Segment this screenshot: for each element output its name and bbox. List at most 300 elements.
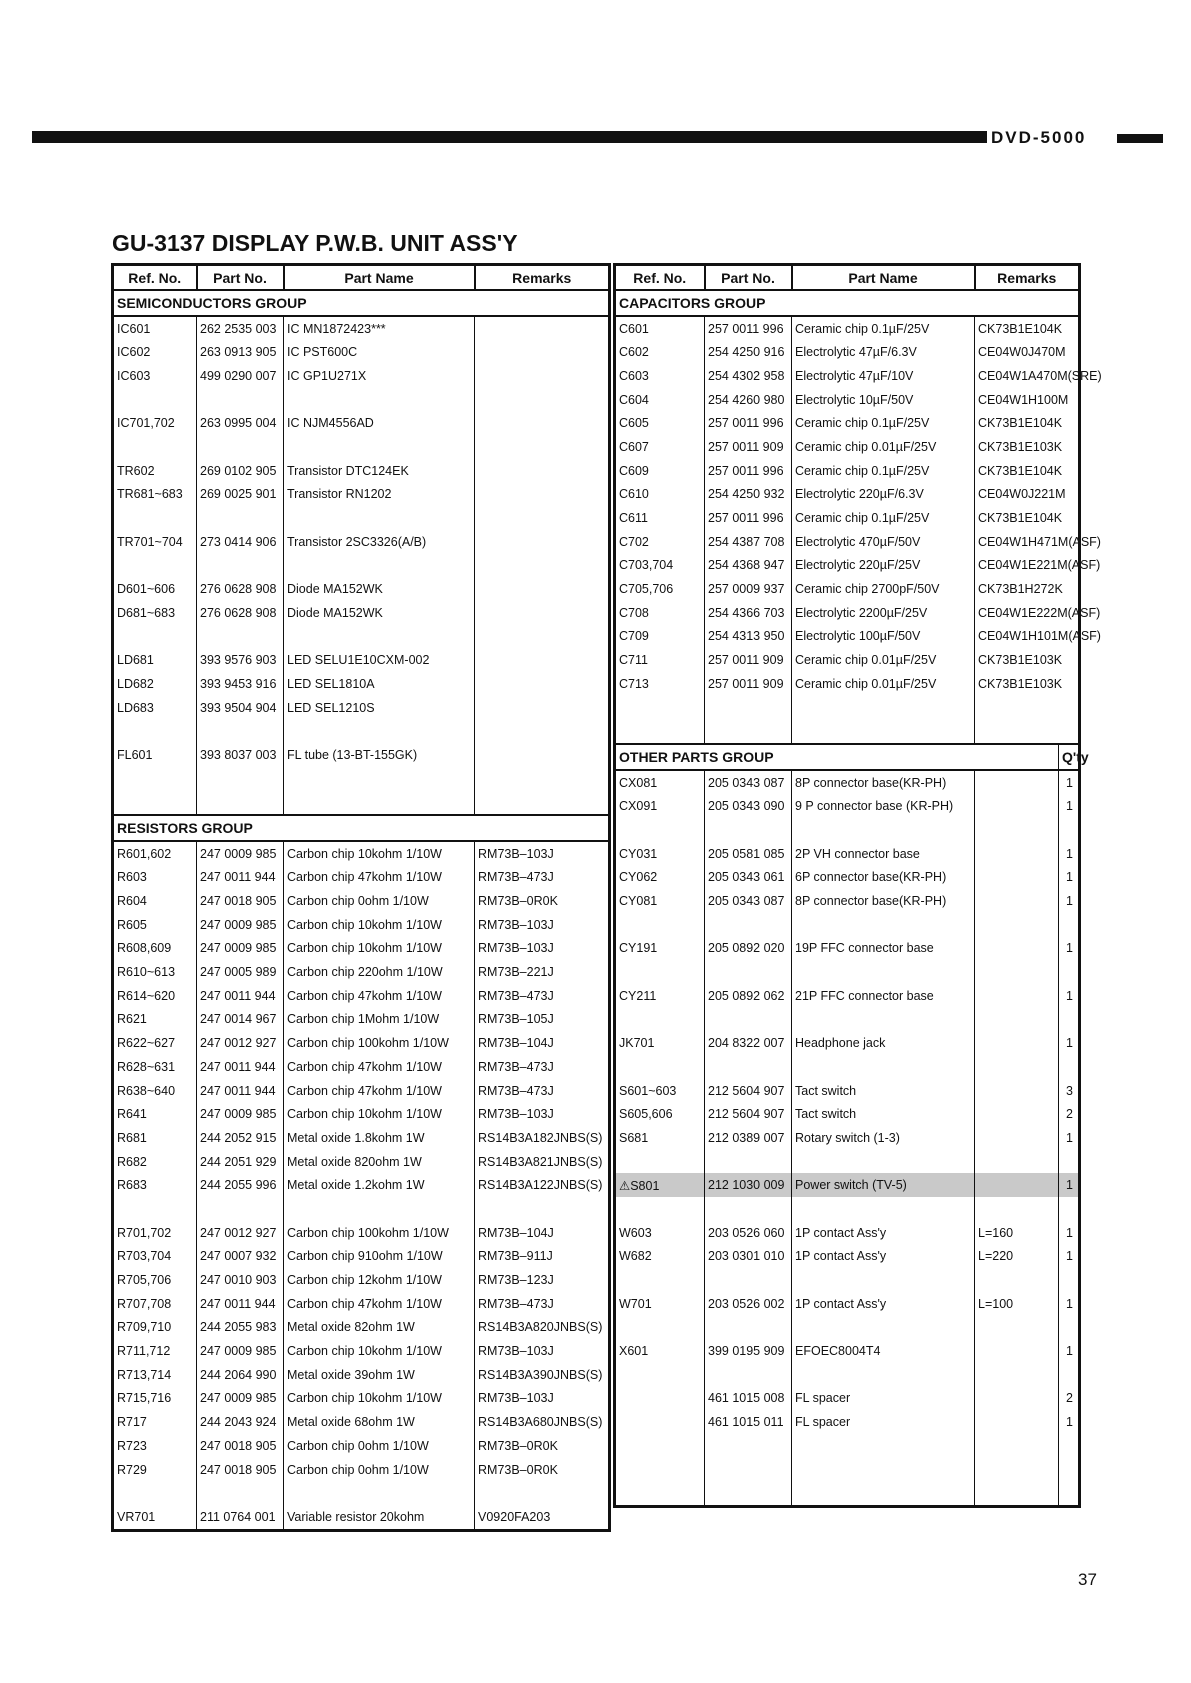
remarks-cell: [975, 842, 1059, 866]
part-no-cell: [197, 506, 284, 530]
ref-no-cell: C609: [615, 459, 705, 483]
ref-no-cell: LD681: [113, 648, 197, 672]
group-heading: [113, 815, 610, 841]
part-no-cell: 205 0343 087: [705, 770, 792, 795]
part-no-cell: 254 4250 916: [705, 340, 792, 364]
part-row: [615, 1387, 1080, 1411]
part-row: [113, 743, 610, 767]
remarks-cell: [975, 960, 1059, 984]
header-rule: [32, 131, 987, 143]
part-row: [113, 554, 610, 578]
qty-cell: [1059, 1268, 1080, 1292]
qty-cell: 1: [1059, 866, 1080, 890]
remarks-cell: [975, 1387, 1059, 1411]
part-row: [615, 960, 1080, 984]
part-row: [615, 1268, 1080, 1292]
part-row: [615, 1102, 1080, 1126]
part-name-cell: Carbon chip 12kohm 1/10W: [284, 1268, 475, 1292]
part-row: [113, 767, 610, 791]
part-row: [113, 960, 610, 984]
part-name-cell: Diode MA152WK: [284, 601, 475, 625]
part-name-cell: [792, 1458, 975, 1482]
part-name-cell: Carbon chip 10kohm 1/10W: [284, 1387, 475, 1411]
qty-cell: [1059, 1197, 1080, 1221]
part-no-cell: 393 8037 003: [197, 743, 284, 767]
part-no-cell: 247 0012 927: [197, 1031, 284, 1055]
part-name-cell: Carbon chip 10kohm 1/10W: [284, 913, 475, 937]
part-name-cell: Electrolytic 470µF/50V: [792, 530, 975, 554]
ref-no-cell: [615, 1055, 705, 1079]
remarks-cell: [975, 1055, 1059, 1079]
group-heading: [615, 290, 1080, 316]
part-name-cell: 21P FFC connector base: [792, 984, 975, 1008]
part-no-cell: 244 2055 996: [197, 1173, 284, 1197]
part-name-cell: Transistor RN1202: [284, 483, 475, 507]
part-no-cell: 499 0290 007: [197, 364, 284, 388]
part-no-cell: 254 4313 950: [705, 625, 792, 649]
col-part-name: Part Name: [792, 265, 975, 291]
part-row: [113, 913, 610, 937]
ref-no-cell: R713,714: [113, 1363, 197, 1387]
part-name-cell: [792, 1363, 975, 1387]
part-no-cell: 205 0343 087: [705, 889, 792, 913]
remarks-cell: CE04W1H100M: [975, 388, 1080, 412]
remarks-cell: RS14B3A821JNBS(S): [475, 1150, 610, 1174]
part-no-cell: 247 0009 985: [197, 937, 284, 961]
ref-no-cell: D681~683: [113, 601, 197, 625]
part-row: [113, 1268, 610, 1292]
remarks-cell: CK73B1E103K: [975, 435, 1080, 459]
part-row: [113, 1363, 610, 1387]
ref-no-cell: C708: [615, 601, 705, 625]
part-row: [615, 1031, 1080, 1055]
ref-no-cell: FL601: [113, 743, 197, 767]
part-row: [113, 937, 610, 961]
part-name-cell: [284, 1197, 475, 1221]
part-name-cell: Metal oxide 82ohm 1W: [284, 1316, 475, 1340]
remarks-cell: RM73B–473J: [475, 866, 610, 890]
ref-no-cell: C702: [615, 530, 705, 554]
remarks-cell: [975, 1102, 1059, 1126]
ref-no-cell: CY081: [615, 889, 705, 913]
col-remarks: Remarks: [975, 265, 1080, 291]
part-row: [615, 648, 1080, 672]
remarks-cell: CE04W0J221M: [975, 483, 1080, 507]
part-no-cell: 205 0892 062: [705, 984, 792, 1008]
part-name-cell: Carbon chip 47kohm 1/10W: [284, 866, 475, 890]
part-row: [615, 435, 1080, 459]
part-name-cell: [792, 1481, 975, 1506]
remarks-cell: RM73B–103J: [475, 937, 610, 961]
qty-cell: [1059, 913, 1080, 937]
part-no-cell: [705, 1363, 792, 1387]
ref-no-cell: C607: [615, 435, 705, 459]
part-row: [113, 1008, 610, 1032]
part-no-cell: 247 0007 932: [197, 1245, 284, 1269]
ref-no-cell: R601,602: [113, 841, 197, 866]
ref-no-cell: W603: [615, 1221, 705, 1245]
part-row: [113, 1102, 610, 1126]
remarks-cell: RM73B–103J: [475, 1387, 610, 1411]
remarks-cell: [975, 1339, 1059, 1363]
remarks-cell: [475, 435, 610, 459]
ref-no-cell: CY191: [615, 937, 705, 961]
ref-no-cell: D601~606: [113, 577, 197, 601]
part-row: [113, 696, 610, 720]
remarks-cell: CE04W1A470M(SRE): [975, 364, 1080, 388]
group-title: CAPACITORS GROUP: [615, 290, 1080, 316]
qty-cell: 2: [1059, 1102, 1080, 1126]
part-name-cell: Ceramic chip 0.1µF/25V: [792, 459, 975, 483]
part-name-cell: [284, 388, 475, 412]
part-row: [113, 625, 610, 649]
part-no-cell: 205 0892 020: [705, 937, 792, 961]
part-name-cell: Transistor 2SC3326(A/B): [284, 530, 475, 554]
ref-no-cell: S605,606: [615, 1102, 705, 1126]
remarks-cell: [475, 648, 610, 672]
part-no-cell: 461 1015 011: [705, 1410, 792, 1434]
col-part-no: Part No.: [705, 265, 792, 291]
part-name-cell: Variable resistor 20kohm: [284, 1505, 475, 1530]
remarks-cell: RM73B–473J: [475, 1292, 610, 1316]
part-name-cell: Electrolytic 100µF/50V: [792, 625, 975, 649]
part-no-cell: [705, 1268, 792, 1292]
ref-no-cell: [615, 1316, 705, 1340]
right-parts-table: [613, 263, 1102, 1508]
ref-no-cell: W682: [615, 1245, 705, 1269]
part-name-cell: Carbon chip 0ohm 1/10W: [284, 889, 475, 913]
remarks-cell: [475, 1481, 610, 1505]
part-no-cell: 247 0012 927: [197, 1221, 284, 1245]
remarks-cell: [975, 1316, 1059, 1340]
part-name-cell: 2P VH connector base: [792, 842, 975, 866]
col-part-no: Part No.: [197, 265, 284, 291]
remarks-cell: [475, 340, 610, 364]
part-name-cell: [792, 1197, 975, 1221]
remarks-cell: [975, 866, 1059, 890]
part-no-cell: 257 0011 996: [705, 411, 792, 435]
ref-no-cell: IC603: [113, 364, 197, 388]
part-name-cell: Carbon chip 0ohm 1/10W: [284, 1458, 475, 1482]
part-name-cell: IC MN1872423***: [284, 316, 475, 341]
ref-no-cell: R683: [113, 1173, 197, 1197]
part-row: [113, 316, 610, 341]
remarks-cell: [475, 743, 610, 767]
part-row: [615, 1055, 1080, 1079]
part-no-cell: 247 0018 905: [197, 1458, 284, 1482]
remarks-cell: RM73B–473J: [475, 1055, 610, 1079]
qty-cell: 1: [1059, 1221, 1080, 1245]
part-name-cell: [792, 913, 975, 937]
part-name-cell: Ceramic chip 0.01µF/25V: [792, 435, 975, 459]
part-name-cell: Electrolytic 220µF/6.3V: [792, 483, 975, 507]
ref-no-cell: R638~640: [113, 1079, 197, 1103]
ref-no-cell: [615, 1387, 705, 1411]
remarks-cell: [975, 1008, 1059, 1032]
remarks-cell: RM73B–0R0K: [475, 1434, 610, 1458]
part-no-cell: [705, 1316, 792, 1340]
ref-no-cell: [113, 506, 197, 530]
ref-no-cell: R603: [113, 866, 197, 890]
part-row: [113, 1031, 610, 1055]
qty-cell: [1059, 960, 1080, 984]
remarks-cell: [975, 1410, 1059, 1434]
remarks-cell: [475, 411, 610, 435]
part-name-cell: Carbon chip 0ohm 1/10W: [284, 1434, 475, 1458]
col-remarks: Remarks: [475, 265, 610, 291]
part-no-cell: 247 0009 985: [197, 841, 284, 866]
part-no-cell: [197, 388, 284, 412]
part-name-cell: Transistor DTC124EK: [284, 459, 475, 483]
ref-no-cell: [615, 1268, 705, 1292]
part-no-cell: 247 0009 985: [197, 913, 284, 937]
part-name-cell: [792, 1434, 975, 1458]
part-no-cell: [705, 913, 792, 937]
part-name-cell: 19P FFC connector base: [792, 937, 975, 961]
ref-no-cell: R723: [113, 1434, 197, 1458]
ref-no-cell: CX091: [615, 794, 705, 818]
part-name-cell: 1P contact Ass'y: [792, 1292, 975, 1316]
ref-no-cell: [113, 1481, 197, 1505]
part-no-cell: 247 0009 985: [197, 1102, 284, 1126]
part-no-cell: 204 8322 007: [705, 1031, 792, 1055]
part-name-cell: Carbon chip 10kohm 1/10W: [284, 1339, 475, 1363]
part-row: [113, 1079, 610, 1103]
part-name-cell: [792, 960, 975, 984]
remarks-cell: [475, 790, 610, 815]
ref-no-cell: R711,712: [113, 1339, 197, 1363]
part-row: [615, 794, 1080, 818]
part-row: [113, 1150, 610, 1174]
part-name-cell: Metal oxide 820ohm 1W: [284, 1150, 475, 1174]
ref-no-cell: [113, 767, 197, 791]
part-row: [113, 672, 610, 696]
part-name-cell: Rotary switch (1-3): [792, 1126, 975, 1150]
ref-no-cell: R709,710: [113, 1316, 197, 1340]
ref-no-cell: R628~631: [113, 1055, 197, 1079]
ref-no-cell: C611: [615, 506, 705, 530]
qty-cell: [1059, 1055, 1080, 1079]
part-row: [615, 411, 1080, 435]
qty-cell: 1: [1059, 1292, 1080, 1316]
ref-no-cell: [113, 1197, 197, 1221]
ref-no-cell: [113, 625, 197, 649]
part-name-cell: LED SEL1210S: [284, 696, 475, 720]
part-name-cell: EFOEC8004T4: [792, 1339, 975, 1363]
part-row: [113, 506, 610, 530]
part-row: [615, 601, 1080, 625]
remarks-cell: [975, 1434, 1059, 1458]
part-no-cell: 247 0011 944: [197, 1055, 284, 1079]
part-no-cell: [705, 1150, 792, 1174]
remarks-cell: [475, 483, 610, 507]
part-name-cell: Carbon chip 220ohm 1/10W: [284, 960, 475, 984]
group-heading: [615, 744, 1080, 770]
remarks-cell: RM73B–103J: [475, 1339, 610, 1363]
ref-no-cell: R705,706: [113, 1268, 197, 1292]
ref-no-cell: [615, 1458, 705, 1482]
part-no-cell: 247 0011 944: [197, 1079, 284, 1103]
part-name-cell: [284, 719, 475, 743]
ref-no-cell: CY031: [615, 842, 705, 866]
part-name-cell: Carbon chip 100kohm 1/10W: [284, 1221, 475, 1245]
part-no-cell: 269 0025 901: [197, 483, 284, 507]
part-no-cell: 244 2043 924: [197, 1410, 284, 1434]
page-title: GU-3137 DISPLAY P.W.B. UNIT ASS'Y: [112, 230, 518, 256]
ref-no-cell: TR681~683: [113, 483, 197, 507]
part-row: [615, 696, 1080, 720]
part-no-cell: 203 0526 002: [705, 1292, 792, 1316]
part-name-cell: [792, 1316, 975, 1340]
remarks-cell: CK73B1E104K: [975, 411, 1080, 435]
ref-no-cell: LD682: [113, 672, 197, 696]
part-no-cell: [197, 1481, 284, 1505]
part-no-cell: 257 0011 909: [705, 648, 792, 672]
part-name-cell: Carbon chip 910ohm 1/10W: [284, 1245, 475, 1269]
part-row: [615, 719, 1080, 744]
remarks-cell: [475, 1197, 610, 1221]
part-row: [113, 435, 610, 459]
group-heading: [113, 290, 610, 316]
remarks-cell: CE04W1H471M(ASF): [975, 530, 1080, 554]
part-name-cell: Electrolytic 47µF/10V: [792, 364, 975, 388]
part-no-cell: [705, 1197, 792, 1221]
part-name-cell: Ceramic chip 0.1µF/25V: [792, 316, 975, 341]
part-row: [615, 340, 1080, 364]
ref-no-cell: [615, 1008, 705, 1032]
ref-no-cell: CY062: [615, 866, 705, 890]
ref-no-cell: [113, 790, 197, 815]
ref-no-cell: [615, 1434, 705, 1458]
part-no-cell: 247 0018 905: [197, 1434, 284, 1458]
part-row: [113, 1197, 610, 1221]
remarks-cell: [975, 1031, 1059, 1055]
ref-no-cell: JK701: [615, 1031, 705, 1055]
part-row: [615, 506, 1080, 530]
part-row: [615, 1173, 1080, 1197]
remarks-cell: [975, 1173, 1059, 1197]
ref-no-cell: X601: [615, 1339, 705, 1363]
part-row: [113, 340, 610, 364]
part-row: [113, 889, 610, 913]
part-name-cell: Electrolytic 47µF/6.3V: [792, 340, 975, 364]
ref-no-cell: [615, 818, 705, 842]
part-name-cell: Ceramic chip 0.1µF/25V: [792, 411, 975, 435]
part-no-cell: 247 0009 985: [197, 1339, 284, 1363]
ref-no-cell: [113, 388, 197, 412]
remarks-cell: RM73B–473J: [475, 1079, 610, 1103]
part-no-cell: [705, 818, 792, 842]
remarks-cell: [475, 719, 610, 743]
part-row: [615, 1126, 1080, 1150]
remarks-cell: [475, 696, 610, 720]
remarks-cell: [475, 554, 610, 578]
remarks-cell: [475, 672, 610, 696]
remarks-cell: CE04W1E222M(ASF): [975, 601, 1080, 625]
qty-cell: 1: [1059, 889, 1080, 913]
ref-no-cell: CX081: [615, 770, 705, 795]
remarks-cell: CE04W0J470M: [975, 340, 1080, 364]
part-row: [113, 1339, 610, 1363]
remarks-cell: CE04W1H101M(ASF): [975, 625, 1080, 649]
ref-no-cell: [615, 1410, 705, 1434]
part-name-cell: [792, 696, 975, 720]
part-row: [615, 316, 1080, 341]
part-no-cell: 247 0011 944: [197, 984, 284, 1008]
part-no-cell: 262 2535 003: [197, 316, 284, 341]
part-name-cell: LED SEL1810A: [284, 672, 475, 696]
part-no-cell: 263 0995 004: [197, 411, 284, 435]
ref-no-cell: TR701~704: [113, 530, 197, 554]
ref-no-cell: VR701: [113, 1505, 197, 1530]
part-name-cell: Metal oxide 39ohm 1W: [284, 1363, 475, 1387]
qty-cell: 1: [1059, 984, 1080, 1008]
part-row: [615, 1197, 1080, 1221]
part-row: [615, 818, 1080, 842]
part-no-cell: 212 5604 907: [705, 1102, 792, 1126]
part-name-cell: Ceramic chip 2700pF/50V: [792, 577, 975, 601]
left-parts-table: [111, 263, 611, 1532]
part-row: [113, 984, 610, 1008]
part-no-cell: 205 0581 085: [705, 842, 792, 866]
remarks-cell: RM73B–103J: [475, 841, 610, 866]
part-no-cell: [705, 960, 792, 984]
part-row: [615, 1316, 1080, 1340]
part-row: [615, 866, 1080, 890]
part-name-cell: Metal oxide 1.8kohm 1W: [284, 1126, 475, 1150]
part-no-cell: 247 0011 944: [197, 1292, 284, 1316]
part-no-cell: 205 0343 090: [705, 794, 792, 818]
part-no-cell: [197, 435, 284, 459]
remarks-cell: [975, 889, 1059, 913]
part-name-cell: FL tube (13-BT-155GK): [284, 743, 475, 767]
ref-no-cell: R703,704: [113, 1245, 197, 1269]
ref-no-cell: LD683: [113, 696, 197, 720]
part-no-cell: 254 4368 947: [705, 554, 792, 578]
qty-cell: 1: [1059, 1339, 1080, 1363]
remarks-cell: [475, 459, 610, 483]
remarks-cell: [475, 388, 610, 412]
remarks-cell: RM73B–105J: [475, 1008, 610, 1032]
part-row: [113, 459, 610, 483]
part-row: [615, 459, 1080, 483]
part-row: [615, 1458, 1080, 1482]
ref-no-cell: R717: [113, 1410, 197, 1434]
remarks-cell: [975, 719, 1080, 744]
part-name-cell: [792, 1268, 975, 1292]
ref-no-cell: C709: [615, 625, 705, 649]
ref-no-cell: R605: [113, 913, 197, 937]
part-name-cell: Carbon chip 47kohm 1/10W: [284, 1079, 475, 1103]
part-row: [615, 1292, 1080, 1316]
part-no-cell: [197, 767, 284, 791]
part-row: [113, 601, 610, 625]
ref-no-cell: [615, 960, 705, 984]
ref-no-cell: C705,706: [615, 577, 705, 601]
remarks-cell: [975, 696, 1080, 720]
part-name-cell: 1P contact Ass'y: [792, 1245, 975, 1269]
part-name-cell: [284, 625, 475, 649]
ref-no-cell: R622~627: [113, 1031, 197, 1055]
remarks-cell: RM73B–103J: [475, 913, 610, 937]
remarks-cell: [475, 625, 610, 649]
remarks-cell: CK73B1E103K: [975, 672, 1080, 696]
part-row: [113, 1173, 610, 1197]
qty-cell: [1059, 1363, 1080, 1387]
part-no-cell: 247 0011 944: [197, 866, 284, 890]
col-part-name: Part Name: [284, 265, 475, 291]
ref-no-cell: W701: [615, 1292, 705, 1316]
